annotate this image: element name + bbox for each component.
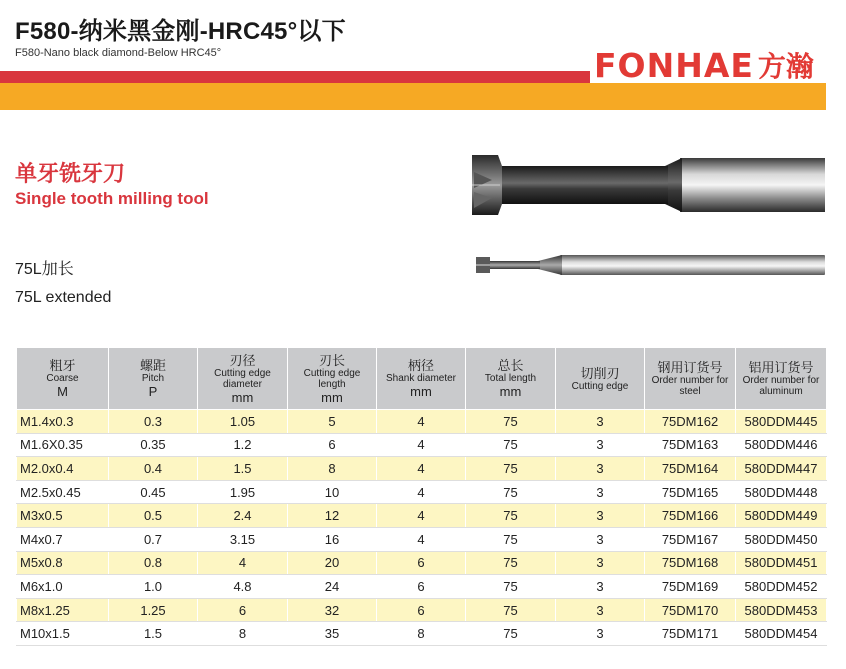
table-cell: M8x1.25 bbox=[17, 598, 109, 622]
table-cell: 3 bbox=[556, 527, 645, 551]
header-cn: 切削刃 bbox=[580, 365, 620, 381]
table-header-cell bbox=[198, 348, 288, 410]
table-cell: M2.0x0.4 bbox=[17, 457, 109, 481]
table-cell: 75 bbox=[466, 457, 556, 481]
table-cell: 1.95 bbox=[198, 480, 288, 504]
table-cell: 4.8 bbox=[198, 575, 288, 599]
table-cell: 0.35 bbox=[109, 433, 198, 457]
table-cell: 580DDM450 bbox=[736, 527, 827, 551]
header-en: Cutting edge length bbox=[303, 367, 361, 390]
header-en: Order number for aluminum bbox=[742, 375, 820, 397]
table-cell: 6 bbox=[377, 598, 466, 622]
table-cell: 75 bbox=[466, 433, 556, 457]
table-row bbox=[17, 457, 827, 481]
table-cell: 24 bbox=[288, 575, 377, 599]
table-cell: 3 bbox=[556, 457, 645, 481]
table-row bbox=[17, 433, 827, 457]
table-cell: 6 bbox=[377, 551, 466, 575]
table-cell: 580DDM451 bbox=[736, 551, 827, 575]
header-cn: 螺距 bbox=[139, 358, 166, 373]
table-cell: 75 bbox=[466, 480, 556, 504]
table-cell: 580DDM454 bbox=[736, 622, 827, 646]
header-en: Shank diameter bbox=[385, 373, 457, 384]
table-cell: 75 bbox=[466, 410, 556, 434]
table-body bbox=[17, 410, 827, 646]
table-cell: 6 bbox=[288, 433, 377, 457]
table-cell: 8 bbox=[377, 622, 466, 646]
header-cn: 钢用订货号 bbox=[657, 360, 723, 375]
header-unit: mm bbox=[231, 389, 254, 405]
table-row bbox=[17, 551, 827, 575]
table-cell: 8 bbox=[198, 622, 288, 646]
page-title: F580-纳米黑金刚-HRC45°以下 bbox=[15, 18, 346, 45]
table-row bbox=[17, 598, 827, 622]
table-cell: 4 bbox=[377, 433, 466, 457]
tool-closeup-image bbox=[470, 152, 826, 218]
table-cell: 0.5 bbox=[109, 504, 198, 528]
table-cell: 75 bbox=[466, 575, 556, 599]
table-cell: 12 bbox=[288, 504, 377, 528]
table-header-cell bbox=[466, 348, 556, 410]
table-cell: 4 bbox=[377, 504, 466, 528]
table-cell: 75DM162 bbox=[645, 410, 736, 434]
header-band-orange bbox=[0, 83, 826, 110]
table-cell: 580DDM446 bbox=[736, 433, 827, 457]
table-cell: 32 bbox=[288, 598, 377, 622]
table-cell: 0.45 bbox=[109, 480, 198, 504]
header-en: Cutting edge bbox=[571, 380, 629, 392]
table-cell: 75 bbox=[466, 598, 556, 622]
header-cn: 刃长 bbox=[318, 352, 345, 368]
table-cell: 580DDM449 bbox=[736, 504, 827, 528]
table-cell: M1.6X0.35 bbox=[17, 433, 109, 457]
table-cell: 0.4 bbox=[109, 457, 198, 481]
table-cell: 3.15 bbox=[198, 527, 288, 551]
table-cell: 4 bbox=[377, 480, 466, 504]
table-cell: 10 bbox=[288, 480, 377, 504]
table-cell: 6 bbox=[377, 575, 466, 599]
brand-logo-cn: 方瀚 bbox=[757, 51, 814, 82]
header-cn: 总长 bbox=[497, 358, 524, 373]
table-cell: 3 bbox=[556, 504, 645, 528]
table-cell: 75 bbox=[466, 527, 556, 551]
table-header-row bbox=[17, 348, 827, 410]
header-cn: 粗牙 bbox=[49, 358, 76, 373]
table-cell: 3 bbox=[556, 598, 645, 622]
product-name-en: Single tooth milling tool bbox=[15, 189, 209, 208]
table-cell: M3x0.5 bbox=[17, 504, 109, 528]
table-cell: 4 bbox=[377, 457, 466, 481]
table-cell: 75 bbox=[466, 551, 556, 575]
table-row bbox=[17, 622, 827, 646]
brand-logo-latin: FONHAE bbox=[594, 45, 754, 85]
table-cell: M1.4x0.3 bbox=[17, 410, 109, 434]
table-cell: 2.4 bbox=[198, 504, 288, 528]
header-cn: 刃径 bbox=[229, 352, 256, 368]
table-cell: 75DM168 bbox=[645, 551, 736, 575]
table-row bbox=[17, 410, 827, 434]
table-cell: M2.5x0.45 bbox=[17, 480, 109, 504]
header-band-red bbox=[0, 71, 590, 83]
table-header-cell bbox=[288, 348, 377, 410]
table-header-cell bbox=[377, 348, 466, 410]
header-en: Coarse bbox=[46, 373, 79, 384]
table-cell: 75DM167 bbox=[645, 527, 736, 551]
table-cell: 1.05 bbox=[198, 410, 288, 434]
table-cell: 75DM171 bbox=[645, 622, 736, 646]
tool-extended-image bbox=[470, 252, 826, 278]
header-unit: mm bbox=[499, 384, 522, 399]
table-cell: 580DDM447 bbox=[736, 457, 827, 481]
table-cell: 580DDM453 bbox=[736, 598, 827, 622]
header-unit: P bbox=[148, 384, 158, 399]
extended-label-cn: 75L加长 bbox=[15, 261, 74, 278]
table-cell: 3 bbox=[556, 551, 645, 575]
table-cell: 5 bbox=[288, 410, 377, 434]
header-en: Pitch bbox=[141, 373, 165, 384]
table-header-cell bbox=[109, 348, 198, 410]
table-cell: 4 bbox=[377, 527, 466, 551]
table-row bbox=[17, 480, 827, 504]
header-cn: 铝用订货号 bbox=[748, 360, 814, 375]
table-cell: 3 bbox=[556, 433, 645, 457]
table-cell: 35 bbox=[288, 622, 377, 646]
header-cn: 柄径 bbox=[407, 358, 434, 373]
header-unit: mm bbox=[321, 389, 343, 405]
header-en: Total length bbox=[484, 373, 537, 384]
table-cell: 1.25 bbox=[109, 598, 198, 622]
table-cell: M5x0.8 bbox=[17, 551, 109, 575]
extended-label-en: 75L extended bbox=[15, 289, 112, 306]
table-header-cell bbox=[556, 348, 645, 410]
table-cell: 580DDM448 bbox=[736, 480, 827, 504]
header-en: Order number for steel bbox=[651, 375, 729, 397]
table-cell: 75DM163 bbox=[645, 433, 736, 457]
table-cell: 3 bbox=[556, 622, 645, 646]
table-cell: 3 bbox=[556, 410, 645, 434]
header-en: Cutting edge diameter bbox=[214, 367, 271, 390]
table-cell: M4x0.7 bbox=[17, 527, 109, 551]
table-cell: 8 bbox=[288, 457, 377, 481]
product-name-cn: 单牙铣牙刀 bbox=[15, 161, 126, 186]
table-cell: 3 bbox=[556, 480, 645, 504]
table-cell: 580DDM452 bbox=[736, 575, 827, 599]
table-cell: 3 bbox=[556, 575, 645, 599]
brand-logo bbox=[594, 46, 814, 84]
table-header-cell bbox=[17, 348, 109, 410]
table-header-cell bbox=[736, 348, 827, 410]
table-row bbox=[17, 527, 827, 551]
spec-table bbox=[16, 347, 827, 646]
table-cell: 16 bbox=[288, 527, 377, 551]
table-cell: 75DM164 bbox=[645, 457, 736, 481]
table-cell: 0.7 bbox=[109, 527, 198, 551]
table-header-cell bbox=[645, 348, 736, 410]
table-cell: 0.8 bbox=[109, 551, 198, 575]
table-cell: M10x1.5 bbox=[17, 622, 109, 646]
header-unit: M bbox=[57, 384, 68, 399]
table-cell: 75 bbox=[466, 504, 556, 528]
table-cell: 75DM169 bbox=[645, 575, 736, 599]
table-cell: 4 bbox=[377, 410, 466, 434]
page-subtitle: F580-Nano black diamond-Below HRC45° bbox=[15, 47, 222, 59]
table-row bbox=[17, 575, 827, 599]
header-unit: mm bbox=[410, 384, 432, 399]
table-cell: 6 bbox=[198, 598, 288, 622]
table-cell: 75DM166 bbox=[645, 504, 736, 528]
table-row bbox=[17, 504, 827, 528]
table-cell: 75DM170 bbox=[645, 598, 736, 622]
table-cell: 75 bbox=[466, 622, 556, 646]
table-cell: 1.5 bbox=[109, 622, 198, 646]
table-cell: 4 bbox=[198, 551, 288, 575]
table-cell: M6x1.0 bbox=[17, 575, 109, 599]
table-cell: 1.2 bbox=[198, 433, 288, 457]
table-cell: 1.0 bbox=[109, 575, 198, 599]
table-cell: 75DM165 bbox=[645, 480, 736, 504]
table-cell: 0.3 bbox=[109, 410, 198, 434]
table-cell: 1.5 bbox=[198, 457, 288, 481]
table-cell: 580DDM445 bbox=[736, 410, 827, 434]
table-cell: 20 bbox=[288, 551, 377, 575]
